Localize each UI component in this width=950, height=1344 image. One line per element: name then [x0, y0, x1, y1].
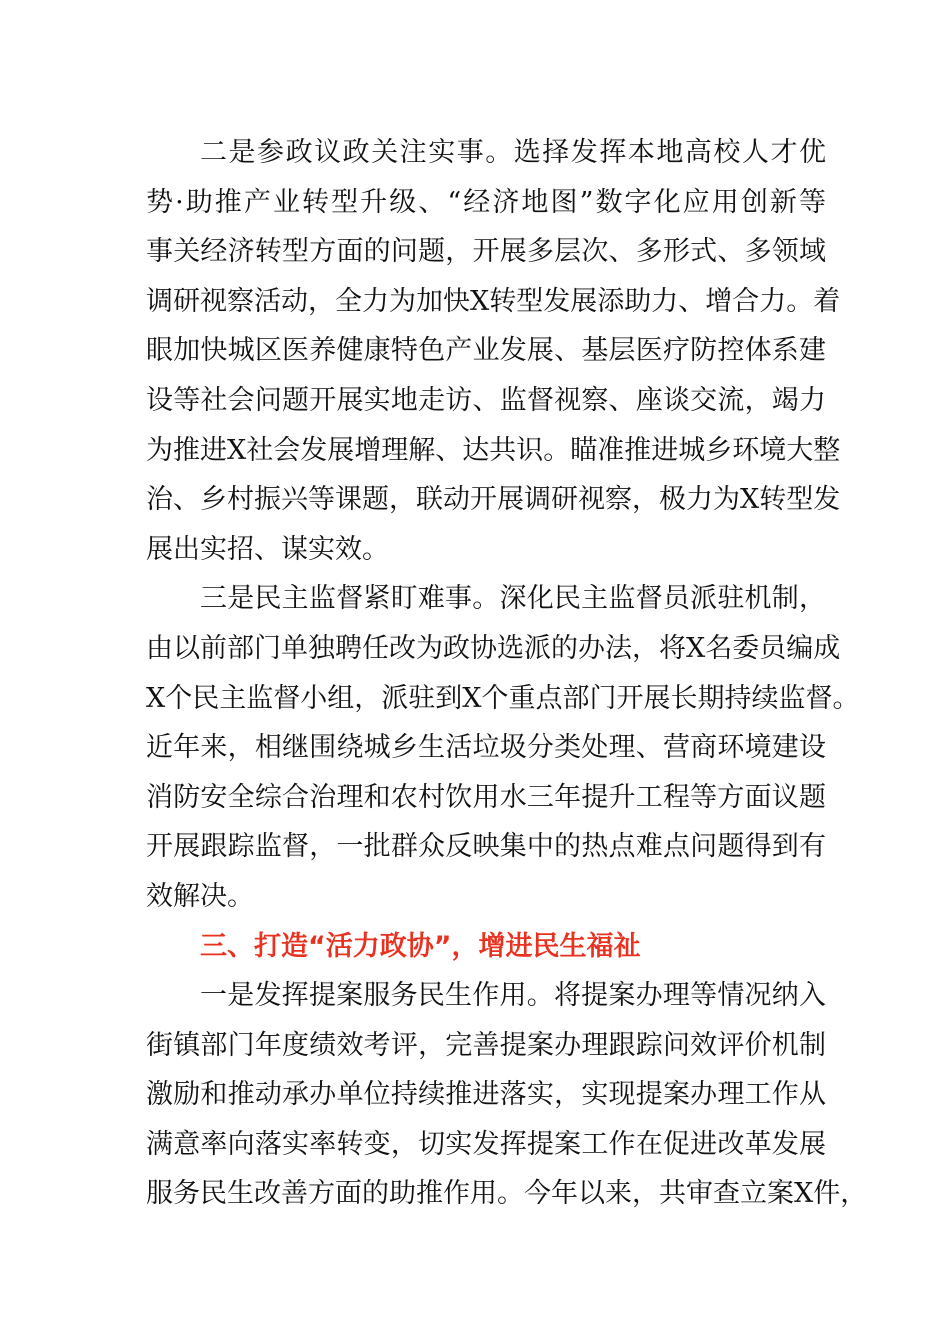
paragraph-line: 二是参政议政关注实事。选择发挥本地高校人才优: [200, 137, 826, 168]
paragraph-line: 展出实招、谋实效。: [146, 533, 389, 565]
paragraph-line: 开展跟踪监督，一批群众反映集中的热点难点问题得到有: [146, 831, 826, 863]
paragraph-participation-in-politics: [146, 128, 841, 574]
paragraph-line: 势·助推产业转型升级、“经济地图”数字化应用创新等: [146, 186, 826, 218]
paragraph-line: 三是民主监督紧盯难事。深化民主监督员派驻机制，: [200, 583, 826, 615]
paragraph-line: 调研视察活动，全力为加快X转型发展添助力、增合力。着: [146, 285, 841, 317]
paragraph-line: 近年来，相继围绕城乡生活垃圾分类处理、营商环境建设: [146, 732, 826, 764]
paragraph-line: 消防安全综合治理和农村饮用水三年提升工程等方面议题: [146, 781, 826, 813]
paragraph-line: 一是发挥提案服务民生作用。将提案办理等情况纳入: [200, 980, 826, 1012]
paragraph-line: 设等社会问题开展实地走访、监督视察、座谈交流，竭力: [146, 384, 826, 416]
paragraph-line: X个民主监督小组，派驻到X个重点部门开展长期持续监督。: [146, 682, 860, 714]
paragraph-line: 事关经济转型方面的问题，开展多层次、多形式、多领域: [146, 236, 826, 268]
paragraph-line: 满意率向落实率转变，切实发挥提案工作在促进改革发展: [146, 1128, 826, 1160]
document-body: [146, 128, 868, 1219]
paragraph-line: 为推进X社会发展增理解、达共识。瞄准推进城乡环境大整: [146, 434, 841, 466]
paragraph-line: 由以前部门单独聘任改为政协选派的办法，将X名委员编成: [146, 632, 841, 664]
paragraph-line: 激励和推动承办单位持续推进落实，实现提案办理工作从: [146, 1079, 826, 1111]
paragraph-democratic-supervision: [146, 574, 860, 921]
paragraph-line: 眼加快城区医养健康特色产业发展、基层医疗防控体系建: [146, 335, 826, 367]
paragraph-line: 治、乡村振兴等课题，联动开展调研视察，极力为X转型发: [146, 484, 841, 516]
paragraph-line: 效解决。: [146, 880, 254, 912]
paragraph-proposal-service: [146, 971, 868, 1219]
section-heading: 三、打造“活力政协”，增进民生福祉: [200, 930, 641, 962]
paragraph-line: 街镇部门年度绩效考评，完善提案办理跟踪问效评价机制: [146, 1029, 826, 1061]
paragraph-line: 服务民生改善方面的助推作用。今年以来，共审查立案X件，: [146, 1178, 868, 1210]
